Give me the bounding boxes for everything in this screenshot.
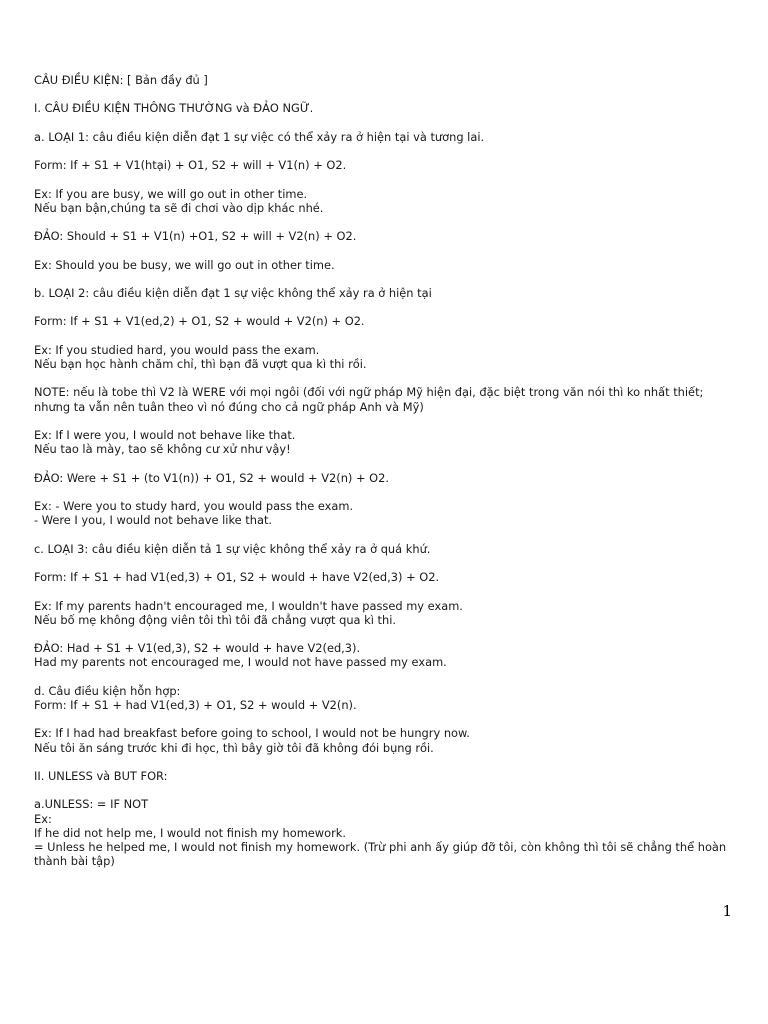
text-line: ĐẢO: Should + S1 + V1(n) +O1, S2 + will + V2(n) + O2. — [34, 229, 357, 244]
text-line: a.UNLESS: = IF NOT — [34, 797, 149, 812]
text-line: = Unless he helped me, I would not finish my homework. (Trừ phi anh ấy giúp đỡ tôi, còn không thì tôi sẽ chẳng thể hoàn — [34, 839, 727, 854]
text-line: - Were I you, I would not behave like that. — [34, 513, 273, 528]
document-body — [34, 73, 734, 868]
text-line: If he did not help me, I would not finish my homework. — [34, 825, 346, 840]
blank-line — [34, 414, 734, 428]
text-line: I. CÂU ĐIỀU KIỆN THÔNG THƯỜNG và ĐẢO NGỮ. — [34, 101, 314, 116]
blank-line — [34, 456, 734, 470]
blank-line — [34, 243, 734, 257]
blank-line — [34, 329, 734, 343]
text-line: nhưng ta vẫn nên tuân theo vì nó đúng cho cả ngữ pháp Anh và Mỹ) — [34, 399, 424, 414]
blank-line — [34, 116, 734, 130]
text-line: Nếu tôi ăn sáng trước khi đi học, thì bây giờ tôi đã không đói bụng rồi. — [34, 740, 434, 755]
text-line: NOTE: nếu là tobe thì V2 là WERE với mọi ngôi (đối với ngữ pháp Mỹ hiện đại, đặc biệt trong văn nói thì ko nhất thiết; — [34, 385, 704, 400]
text-line: Ex: If my parents hadn't encouraged me, I wouldn't have passed my exam. — [34, 598, 463, 613]
text-line: Had my parents not encouraged me, I would not have passed my exam. — [34, 655, 447, 670]
text-line: c. LOẠI 3: câu điều kiện diễn tả 1 sự việc không thể xảy ra ở quá khứ. — [34, 541, 431, 556]
text-line: Nếu bạn bận,chúng ta sẽ đi chơi vào dịp khác nhé. — [34, 200, 324, 215]
text-line: ĐẢO: Had + S1 + V1(ed,3), S2 + would + have V2(ed,3). — [34, 641, 361, 656]
text-line: b. LOẠI 2: câu điều kiện diễn đạt 1 sự việc không thể xảy ra ở hiện tại — [34, 286, 432, 301]
blank-line — [34, 87, 734, 101]
blank-line — [34, 215, 734, 229]
text-line: Ex: If you are busy, we will go out in other time. — [34, 186, 308, 201]
text-line: Ex: — [34, 811, 52, 826]
text-line: thành bài tập) — [34, 854, 115, 869]
text-line: a. LOẠI 1: câu điều kiện diễn đạt 1 sự việc có thể xảy ra ở hiện tại và tương lai. — [34, 129, 485, 144]
text-line: Form: If + S1 + V1(ed,2) + O1, S2 + would + V2(n) + O2. — [34, 314, 365, 329]
blank-line — [34, 528, 734, 542]
text-line: Form: If + S1 + had V1(ed,3) + O1, S2 + would + V2(n). — [34, 697, 357, 712]
text-line: d. Câu điều kiện hỗn hợp: — [34, 683, 181, 698]
text-line: ĐẢO: Were + S1 + (to V1(n)) + O1, S2 + would + V2(n) + O2. — [34, 470, 389, 485]
text-line: Ex: If you studied hard, you would pass the exam. — [34, 342, 320, 357]
blank-line — [34, 485, 734, 499]
text-line: Ex: If I had had breakfast before going to school, I would not be hungry now. — [34, 726, 470, 741]
blank-line — [34, 627, 734, 641]
text-line: Nếu bạn học hành chăm chỉ, thì bạn đã vượt qua kì thi rồi. — [34, 357, 367, 372]
page-number: 1 — [722, 902, 732, 920]
blank-line — [34, 783, 734, 797]
text-line: Form: If + S1 + had V1(ed,3) + O1, S2 + would + have V2(ed,3) + O2. — [34, 570, 440, 585]
blank-line — [34, 300, 734, 314]
blank-line — [34, 144, 734, 158]
text-line: Nếu tao là mày, tao sẽ không cư xử như vậy! — [34, 442, 291, 457]
text-line: Form: If + S1 + V1(htại) + O1, S2 + will + V1(n) + O2. — [34, 158, 347, 173]
blank-line — [34, 556, 734, 570]
blank-line — [34, 272, 734, 286]
text-line: CÂU ĐIỀU KIỆN: [ Bản đầy đủ ] — [34, 73, 208, 87]
blank-line — [34, 584, 734, 598]
blank-line — [34, 371, 734, 385]
text-line: Ex: If I were you, I would not behave like that. — [34, 428, 296, 443]
text-line: II. UNLESS và BUT FOR: — [34, 768, 168, 783]
blank-line — [34, 172, 734, 186]
blank-line — [34, 712, 734, 726]
text-line: Ex: - Were you to study hard, you would pass the exam. — [34, 499, 354, 514]
blank-line — [34, 670, 734, 684]
text-line: Nếu bố mẹ không động viên tôi thì tôi đã chẳng vượt qua kì thi. — [34, 612, 396, 627]
text-line: Ex: Should you be busy, we will go out in other time. — [34, 257, 335, 272]
blank-line — [34, 755, 734, 769]
